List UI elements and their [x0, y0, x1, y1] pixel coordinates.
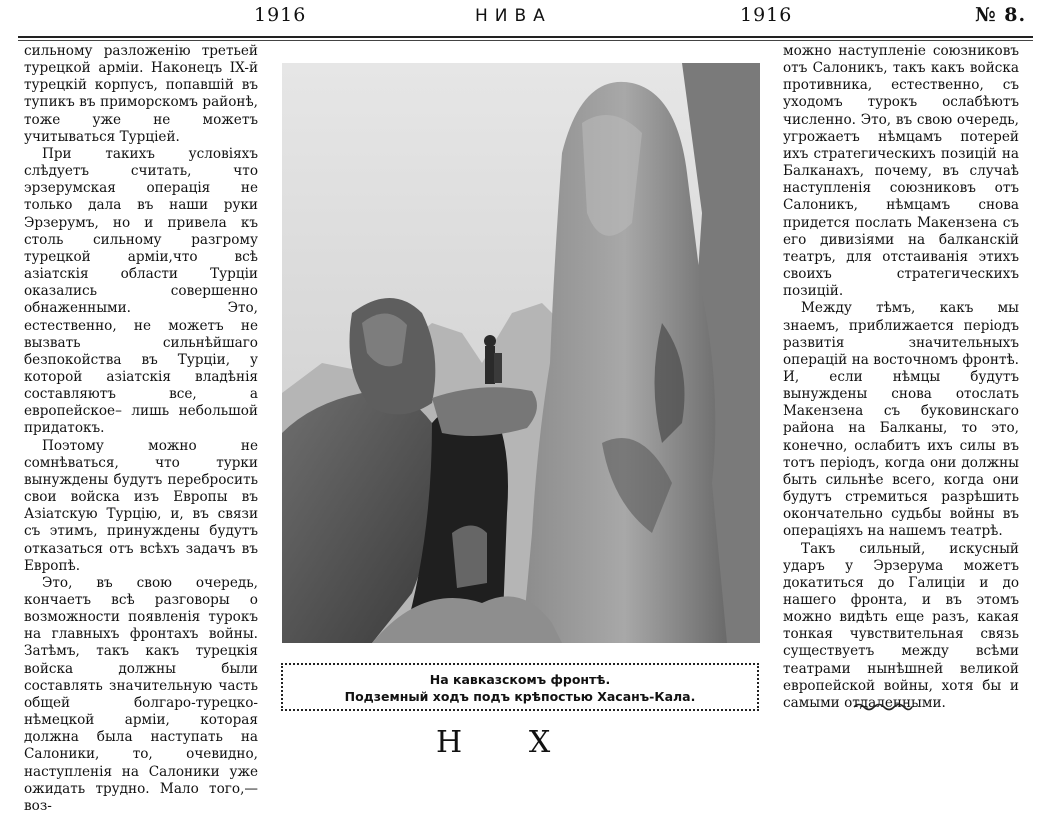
- journal-title: НИВА: [475, 6, 552, 26]
- caption-line-2: Подземный ходъ подъ крѣпостью Хасанъ-Кала.: [344, 689, 696, 704]
- right-column: [783, 43, 1019, 712]
- header-rule-thin: [18, 40, 1033, 41]
- cut-off-heading: Н Х: [436, 725, 551, 760]
- issue-number: № 8.: [975, 4, 1027, 26]
- left-paragraph-4: Это, въ свою очередь, кончаетъ всѣ разговоры о возможности появленія турокъ на главныхъ фронтахъ войны. Затѣмъ, такъ какъ турецкія войска должны были составлять значительную часть общей болгаро-турецко-нѣмецкой арміи, которая должна была наступать на Салоники, то, очевидно, наступленія на Салоники уже ожидать трудно. Мало того,—воз-: [24, 574, 258, 814]
- left-column: [24, 43, 258, 815]
- left-paragraph-3: Поэтому можно не сомнѣваться, что турки вынуждены будутъ перебросить свои войска изъ Европы въ Азіатскую Турцію, и, въ связи съ этимъ, принуждены будутъ отказаться отъ всѣхъ задачъ въ Европѣ.: [24, 437, 258, 574]
- right-paragraph-2: Между тѣмъ, какъ мы знаемъ, приближается періодъ развитія значительныхъ операцій на восточномъ фронтѣ. И, если нѣмцы будутъ вынуждены снова отослать Макензена съ буковинскаго района на Балканы, то это, конечно, ослабитъ ихъ силы въ тотъ періодъ, когда они должны быть сильнѣе всего, когда они будутъ стремиться разрѣшить окончательно судьбы войны въ операціяхъ на нашемъ театрѣ.: [783, 300, 1019, 540]
- right-paragraph-1: можно наступленіе союзниковъ отъ Салоникъ, такъ какъ войска противника, естественно, съ уходомъ турокъ ослабѣютъ численно. Это, въ свою очередь, угрожаетъ нѣмцамъ потерей ихъ стратегическихъ позицій на Балканахъ, почему, въ случаѣ наступленія союзниковъ отъ Салоникъ, нѣмцамъ снова придется послать Макензена съ его дивизіями на балканскій театръ, для отстаиванія этихъ своихъ стратегическихъ позицій.: [783, 43, 1019, 300]
- page-header: [0, 0, 1037, 40]
- header-year-left: 1916: [254, 4, 307, 26]
- left-paragraph-2: При такихъ условіяхъ слѣдуетъ считать, что эрзерумская операція не только дала въ наши руки Эрзерумъ, но и привела къ столь сильному разгрому турецкой арміи,что всѣ азіатскія области Турціи оказались совершенно обнаженными. Это, естественно, не можетъ не вызвать сильнѣйшаго безпокойства въ Турціи, у которой азіатскія владѣнія составляютъ все, а европейское– лишь небольшой придатокъ.: [24, 145, 258, 437]
- left-paragraph-1: сильному разложенію третьей турецкой арміи. Наконецъ IX-й турецкій корпусъ, попавшій въ тупикъ въ приморскомъ районѣ, тоже уже не можетъ учитываться Турціей.: [24, 43, 258, 145]
- photo-caption: [281, 663, 759, 711]
- photo-rock-passage: [282, 63, 760, 643]
- photo-illustration: [282, 63, 760, 643]
- header-year-right: 1916: [740, 4, 793, 26]
- right-paragraph-3: Такъ сильный, искусный ударъ у Эрзерума можетъ докатиться до Галиціи и до нашего фронта, и въ этомъ можно видѣть еще разъ, какая тонкая чувствительная связь существуетъ между всѣми театрами нынѣшней великой европейской войны, хотя бы и самыми отдаленными.: [783, 540, 1019, 711]
- section-end-flourish: [852, 700, 914, 714]
- caption-line-1: На кавказскомъ фронтѣ.: [429, 672, 611, 687]
- header-rule: [18, 36, 1033, 38]
